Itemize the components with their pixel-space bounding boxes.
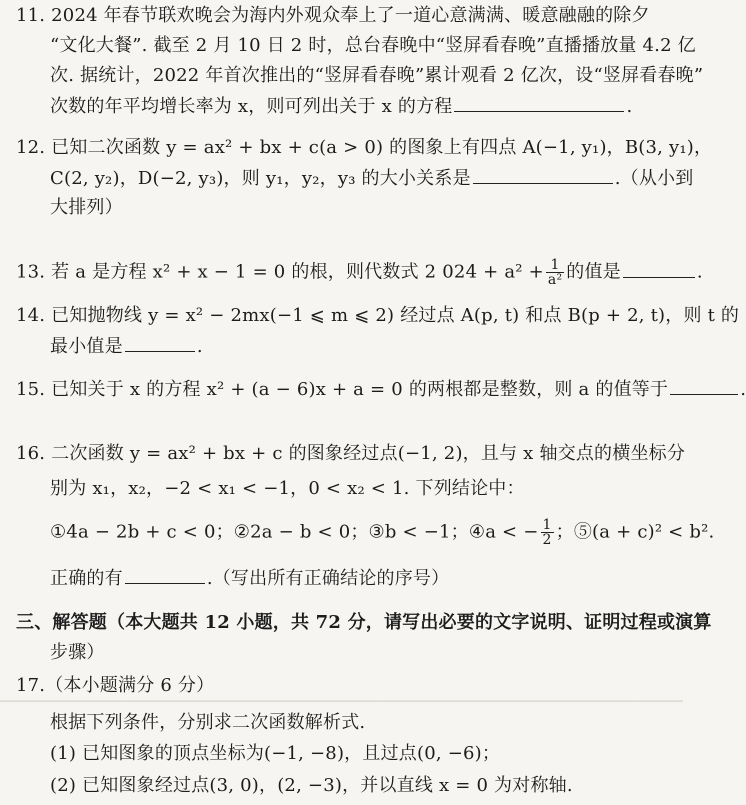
q13-line-1 [16, 258, 703, 287]
q12-line-1 [16, 137, 712, 159]
q16-text-3: ①4a − 2b + c < 0；②2a − b < 0；③b < −1；④a < − [50, 521, 539, 543]
q14-line-1 [16, 305, 739, 327]
answer-blank[interactable] [473, 167, 613, 184]
q16-line-2 [50, 478, 525, 500]
fraction [546, 258, 564, 287]
q16-text-2: 别为 x₁，x₂，−2 < x₁ < −1，0 < x₂ < 1. 下列结论中： [50, 478, 525, 499]
fraction-denominator: a² [547, 272, 563, 288]
section-3-text-2: 步骤） [50, 642, 105, 663]
q12-text-3: 大排列） [50, 197, 123, 218]
q13-text-1: 13. 若 a 是方程 x² + x − 1 = 0 的根，则代数式 2 024 + a² + [16, 261, 544, 283]
answer-blank[interactable] [125, 335, 195, 352]
q11-text-3: 次. 据统计，2022 年首次推出的“竖屏看春晚”累计观看 2 亿次，设“竖屏看春晚” [50, 65, 704, 86]
section-3-heading [16, 612, 712, 634]
q11-line-4 [50, 95, 632, 118]
q17-text-1: 17.（本小题满分 6 分） [16, 675, 215, 696]
q17-text-4: (2) 已知图象经过点(3, 0)，(2, −3)，并以直线 x = 0 为对称轴. [50, 775, 573, 796]
q11-text-2: “文化大餐”. 截至 2 月 10 日 2 时，总台春晚中“竖屏看春晚”直播播放量 4.2 亿 [50, 35, 696, 56]
q12-tail: .（从小到 [614, 168, 694, 189]
q16-text-1: 16. 二次函数 y = ax² + bx + c 的图象经过点(−1, 2)，且与 x 轴交点的横坐标分 [16, 443, 686, 464]
q17-text-3: (1) 已知图象的顶点坐标为(−1, −8)，且过点(0, −6)； [50, 743, 501, 764]
answer-blank[interactable] [454, 95, 624, 112]
q17-line-4 [50, 775, 573, 797]
q15-tail: . [740, 379, 746, 400]
fraction-denominator: 2 [542, 532, 552, 548]
q16-line-1 [16, 443, 685, 465]
q17-text-2: 根据下列条件，分别求二次函数解析式. [50, 712, 366, 733]
q12-line-3 [50, 197, 123, 219]
q11-text-4: 次数的年平均增长率为 x，则可列出关于 x 的方程 [50, 96, 453, 117]
q14-line-2 [50, 335, 203, 358]
q15-line-1 [16, 378, 746, 401]
section-3-line-2 [50, 642, 105, 664]
q12-line-2 [50, 167, 693, 190]
q17-line-2 [50, 712, 365, 734]
section-3-text-1: 三、解答题（本大题共 12 小题，共 72 分，请写出必要的文字说明、证明过程或演算 [16, 612, 712, 633]
q11-line-1 [16, 5, 650, 27]
q17-line-3 [50, 743, 500, 765]
q16-line-3 [50, 518, 714, 547]
q14-tail: . [196, 336, 203, 357]
q11-tail: . [626, 96, 633, 117]
q13-mid: 的值是 [566, 261, 621, 283]
answer-blank[interactable] [623, 261, 695, 278]
q16-tail-4: .（写出所有正确结论的序号） [206, 568, 450, 589]
q11-line-2 [50, 35, 696, 57]
answer-blank[interactable] [125, 567, 205, 584]
q11-line-3 [50, 65, 703, 87]
q12-text-2: C(2, y₂)，D(−2, y₃)，则 y₁，y₂，y₃ 的大小关系是 [50, 168, 471, 189]
fraction-numerator: 1 [546, 258, 564, 273]
fraction-numerator: 1 [542, 517, 552, 533]
q14-text-1: 14. 已知抛物线 y = x² − 2mx(−1 ⩽ m ⩽ 2) 经过点 A(p, t) 和点 B(p + 2, t)，则 t 的 [16, 305, 740, 326]
paper-fold-divider [0, 700, 683, 702]
q16-text-4: 正确的有 [50, 568, 123, 589]
q12-text-1: 12. 已知二次函数 y = ax² + bx + c(a > 0) 的图象上有四点 A(−1, y₁)，B(3, y₁)， [16, 137, 713, 158]
q11-text-1: 11. 2024 年春节联欢晚会为海内外观众奉上了一道心意满满、暖意融融的除夕 [16, 5, 650, 26]
q14-text-2: 最小值是 [50, 336, 123, 357]
q16-tail-3: ；⑤(a + c)² < b². [555, 521, 715, 543]
q16-line-4 [50, 567, 449, 590]
q17-line-1 [16, 675, 214, 697]
answer-blank[interactable] [670, 378, 738, 395]
q15-text-1: 15. 已知关于 x 的方程 x² + (a − 6)x + a = 0 的两根都是整数，则 a 的值等于 [16, 379, 669, 400]
fraction [541, 518, 554, 547]
q13-tail: . [696, 261, 703, 283]
